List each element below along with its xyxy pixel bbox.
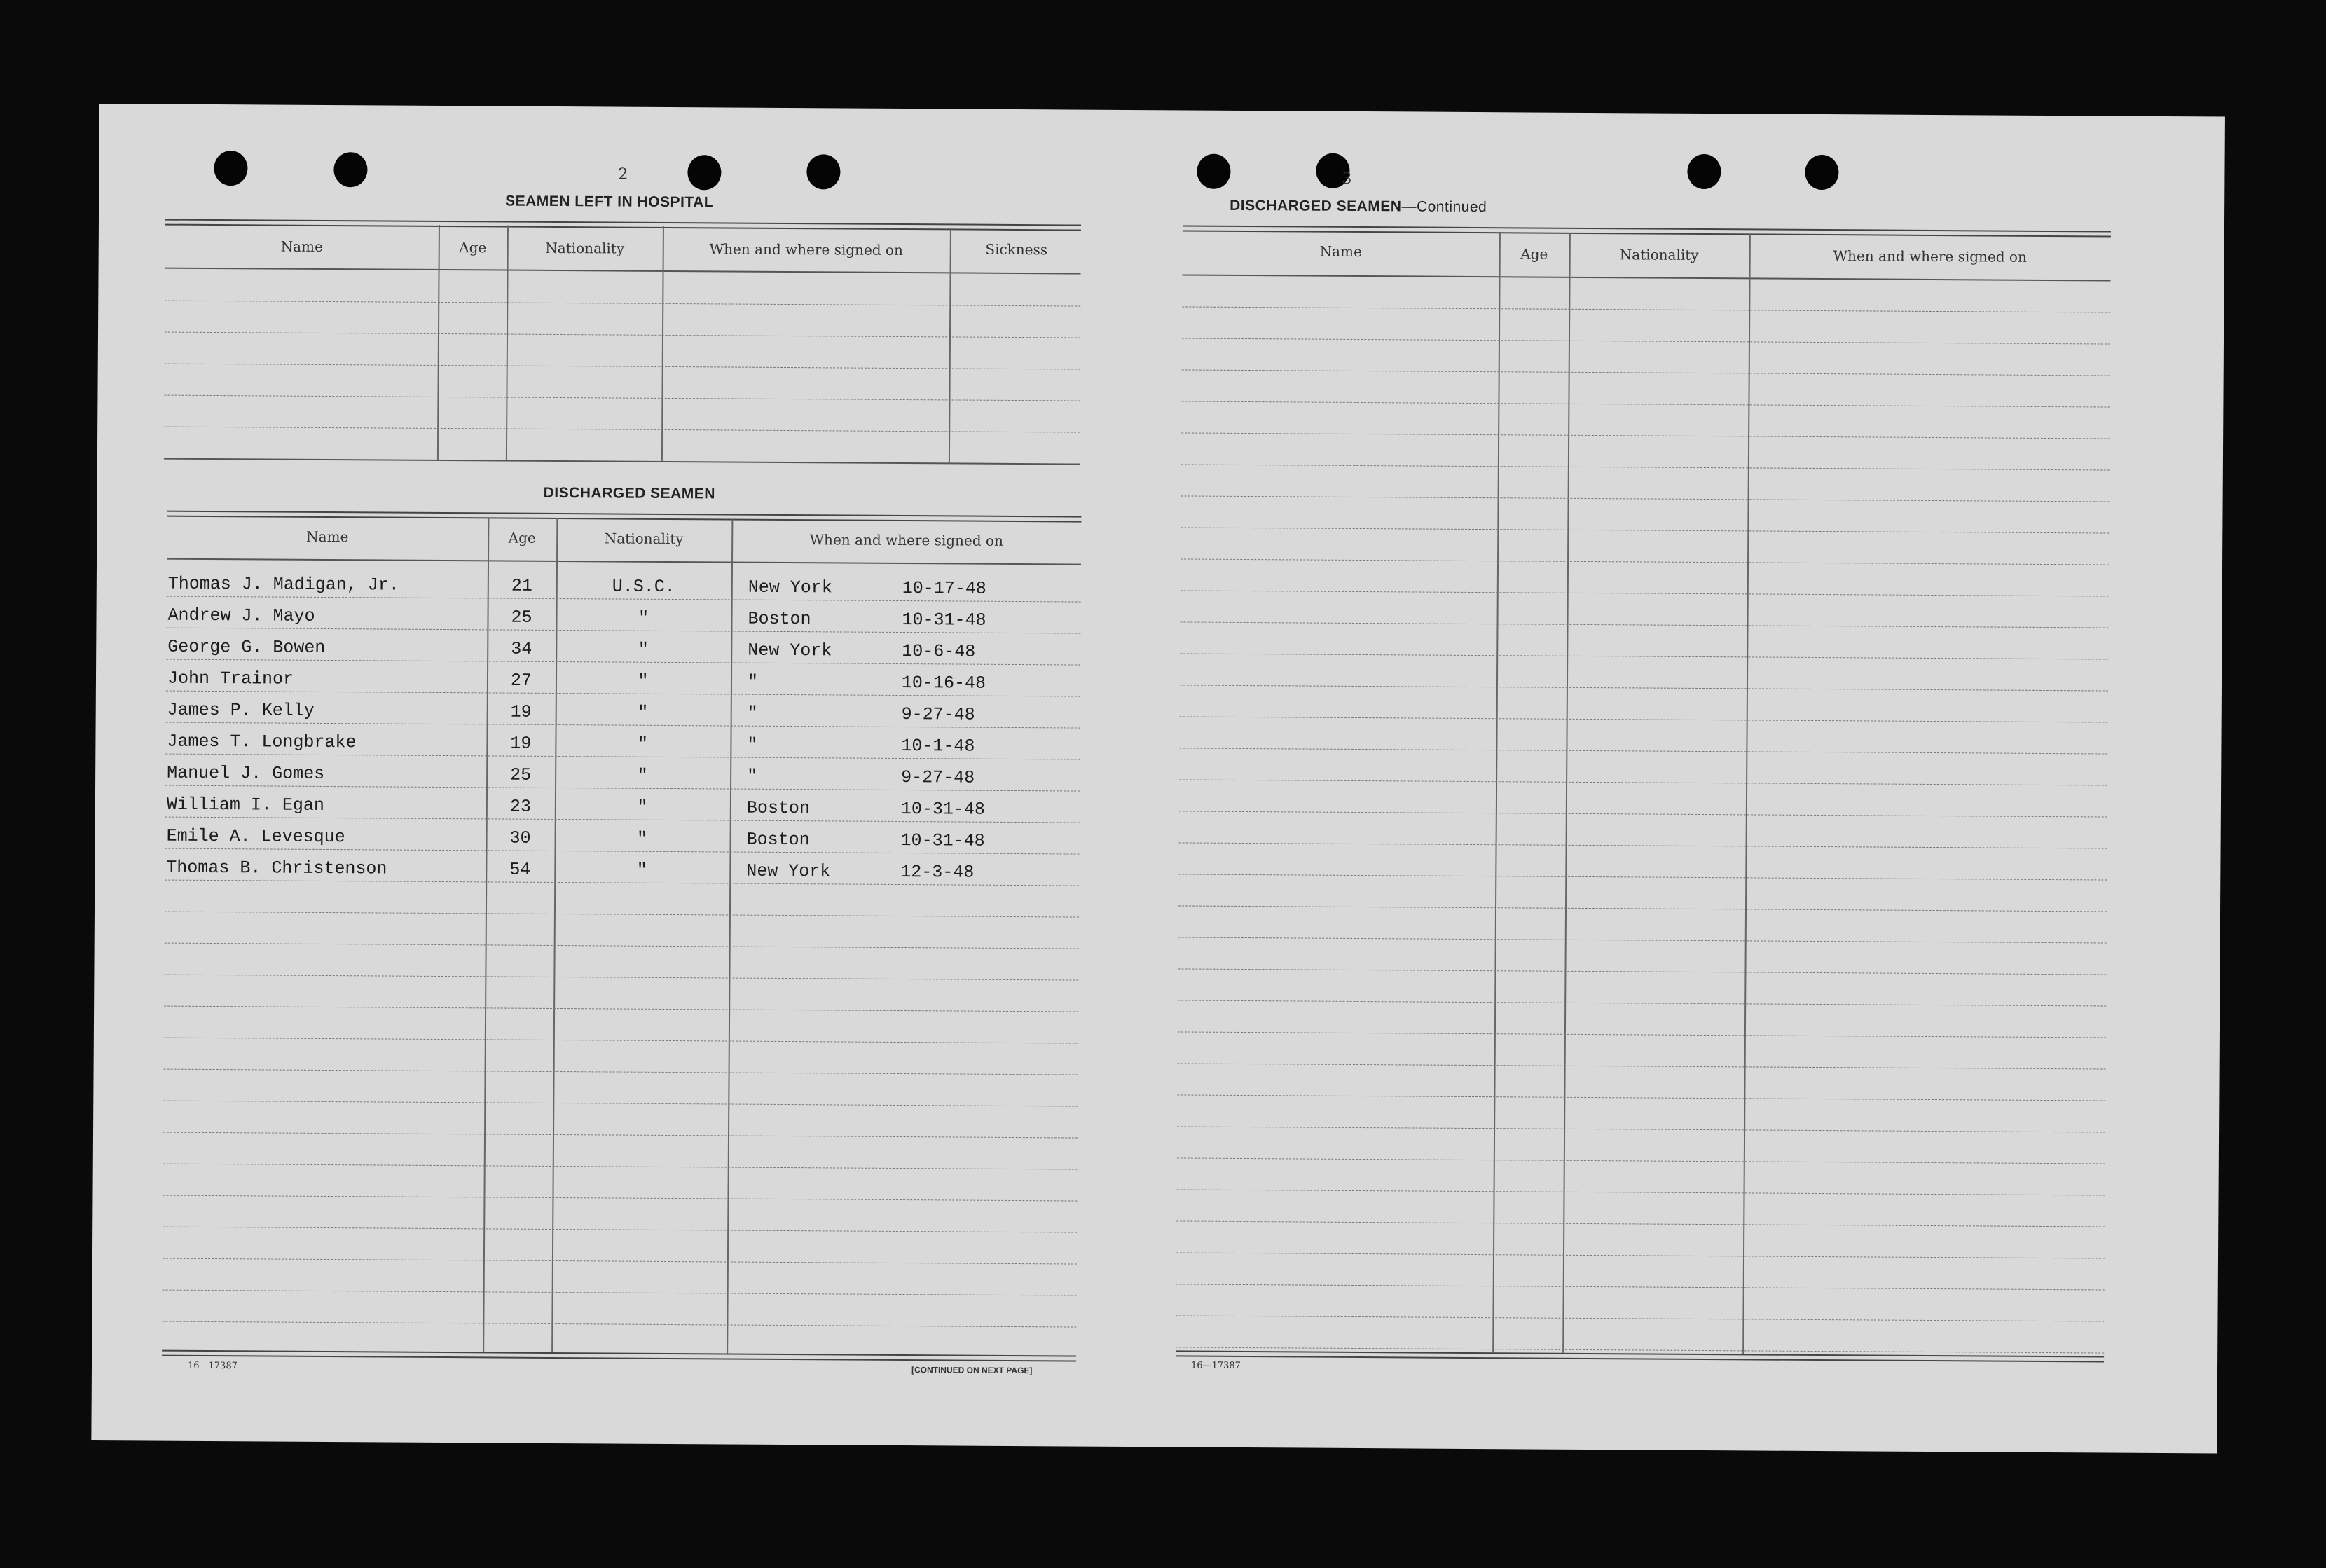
cell-date: 10-1-48 (901, 736, 975, 757)
cell-age: 25 (510, 764, 532, 785)
discharged-col-age: Age (508, 529, 536, 546)
cell-date: 10-17-48 (902, 578, 986, 599)
ruled-line (165, 912, 1079, 918)
ruled-line (1176, 1220, 2105, 1227)
cell-nationality: " (637, 734, 649, 755)
ruled-line (163, 1164, 1078, 1170)
cell-nationality: " (637, 797, 648, 818)
ruled-line (1179, 842, 2107, 848)
cell-age: 23 (509, 796, 531, 817)
cell-name: Andrew J. Mayo (167, 605, 315, 626)
form-number: 16—17387 (1190, 1360, 1241, 1371)
hospital-col-age: Age (459, 239, 487, 256)
cell-age: 30 (509, 827, 531, 848)
ruled-line (163, 1101, 1078, 1107)
ruled-line (1177, 1126, 2105, 1132)
cell-date: 10-6-48 (902, 641, 976, 662)
punch-hole (333, 152, 367, 187)
punch-hole (806, 154, 840, 189)
cell-place: Boston (746, 829, 810, 851)
discharged-col-nationality: Nationality (604, 530, 684, 548)
ruled-line (1179, 748, 2107, 754)
ruled-line (162, 1321, 1076, 1328)
cell-date: 10-31-48 (900, 830, 985, 851)
cell-place: New York (748, 577, 832, 598)
page-number: 2 (618, 165, 628, 184)
ruled-line (1177, 1157, 2105, 1164)
cell-place: New York (748, 640, 832, 661)
cell-age: 19 (510, 701, 532, 722)
ruled-line (1178, 1000, 2106, 1006)
ruled-line (164, 1069, 1078, 1075)
punch-hole (1687, 154, 1721, 189)
discharged-section-title: DISCHARGED SEAMEN (543, 484, 716, 502)
ruled-line (163, 1258, 1077, 1265)
cell-nationality: " (637, 765, 648, 786)
cell-age: 27 (510, 670, 532, 691)
cell-nationality: " (638, 702, 649, 723)
ruled-line (1181, 432, 2110, 439)
cell-nationality: " (638, 639, 649, 660)
cell-name: William I. Egan (166, 794, 325, 816)
cell-date: 10-16-48 (901, 673, 986, 694)
continued-col-nationality: Nationality (1619, 246, 1699, 263)
hospital-col-nationality: Nationality (545, 239, 625, 257)
discharged-col-signed-on: When and where signed on (809, 531, 1003, 549)
punch-hole (1197, 154, 1230, 189)
cell-date: 10-31-48 (902, 610, 986, 631)
ruled-line (1176, 1252, 2105, 1258)
cell-name: Emile A. Levesque (166, 825, 345, 848)
cell-place: " (747, 703, 758, 724)
ruled-line (1180, 653, 2108, 659)
document-sheet (91, 104, 2225, 1453)
ruled-line (1178, 1031, 2106, 1038)
ruled-line (1177, 1094, 2105, 1101)
ruled-line (163, 1290, 1077, 1296)
punch-hole (1805, 155, 1838, 190)
ruled-line (165, 943, 1079, 949)
ruled-line (1181, 464, 2110, 470)
ruled-line (1181, 621, 2109, 628)
cell-age: 54 (509, 859, 531, 880)
ruled-line (163, 1132, 1078, 1139)
title-main: DISCHARGED SEAMEN (1230, 197, 1402, 215)
cell-name: George G. Bowen (167, 636, 326, 658)
cell-nationality: " (638, 607, 649, 628)
cell-place: Boston (748, 608, 811, 630)
cell-name: John Trainor (167, 668, 294, 689)
ruled-line (1178, 937, 2107, 943)
ruled-line (1176, 1315, 2104, 1321)
continued-note: [CONTINUED ON NEXT PAGE] (911, 1365, 1033, 1376)
hospital-col-name: Name (280, 238, 323, 255)
ruled-line (1178, 1063, 2106, 1069)
ruled-line (1181, 590, 2109, 596)
ruled-line (1181, 401, 2110, 407)
continued-col-name: Name (1319, 242, 1362, 261)
ruled-line (1177, 1189, 2105, 1195)
ruled-line (1182, 306, 2110, 312)
ruled-line (164, 975, 1078, 981)
ruled-line (1179, 811, 2107, 817)
cell-age: 19 (510, 733, 532, 754)
ruled-line (1181, 495, 2110, 502)
cell-date: 10-31-48 (900, 799, 985, 820)
discharged-col-name: Name (306, 528, 349, 546)
page-number: 3 (1342, 170, 1352, 188)
ruled-line (1178, 968, 2106, 975)
continued-col-age: Age (1520, 245, 1548, 263)
punch-hole (214, 151, 247, 186)
ruled-line (163, 1227, 1077, 1233)
cell-name: James T. Longbrake (167, 731, 357, 753)
cell-age: 25 (511, 607, 532, 628)
cell-date: 9-27-48 (901, 767, 975, 788)
ruled-line (1178, 874, 2107, 880)
cell-name: Thomas B. Christenson (166, 857, 387, 879)
punch-hole (687, 155, 721, 190)
cell-name: James P. Kelly (167, 699, 315, 721)
cell-nationality: " (637, 828, 648, 849)
ruled-line (1176, 1284, 2105, 1290)
ruled-line (1181, 558, 2109, 565)
cell-date: 9-27-48 (901, 704, 975, 725)
cell-nationality: " (638, 670, 649, 692)
hospital-col-signed-on: When and where signed on (709, 240, 903, 259)
ruled-line (1178, 905, 2107, 912)
discharged-continued-title (1230, 198, 1487, 216)
cell-nationality: " (636, 860, 647, 881)
ruled-line (1180, 716, 2108, 722)
hospital-section-title: SEAMEN LEFT IN HOSPITAL (505, 193, 714, 211)
ruled-line (163, 1195, 1077, 1202)
cell-place: New York (746, 860, 831, 882)
cell-place: " (747, 671, 759, 692)
continued-col-signed-on: When and where signed on (1833, 247, 2027, 266)
right-page (1154, 110, 2225, 1453)
title-suffix: —Continued (1401, 198, 1487, 216)
cell-name: Manuel J. Gomes (167, 762, 325, 784)
ruled-line (1180, 685, 2108, 691)
cell-nationality: U.S.C. (612, 576, 675, 598)
ruled-line (164, 1038, 1078, 1044)
cell-place: " (747, 766, 758, 787)
hospital-col-sickness: Sickness (985, 240, 1048, 259)
left-page (91, 104, 1162, 1447)
cell-age: 21 (511, 575, 532, 596)
cell-age: 34 (511, 638, 532, 659)
ruled-line (164, 1006, 1078, 1012)
ruled-line (1182, 369, 2110, 376)
cell-place: Boston (746, 797, 810, 819)
ruled-line (1181, 527, 2109, 533)
ruled-line (1179, 779, 2107, 785)
ruled-line (1182, 338, 2110, 344)
cell-place: " (747, 734, 758, 755)
cell-name: Thomas J. Madigan, Jr. (167, 573, 399, 596)
form-number: 16—17387 (187, 1360, 238, 1372)
cell-date: 12-3-48 (900, 862, 975, 883)
